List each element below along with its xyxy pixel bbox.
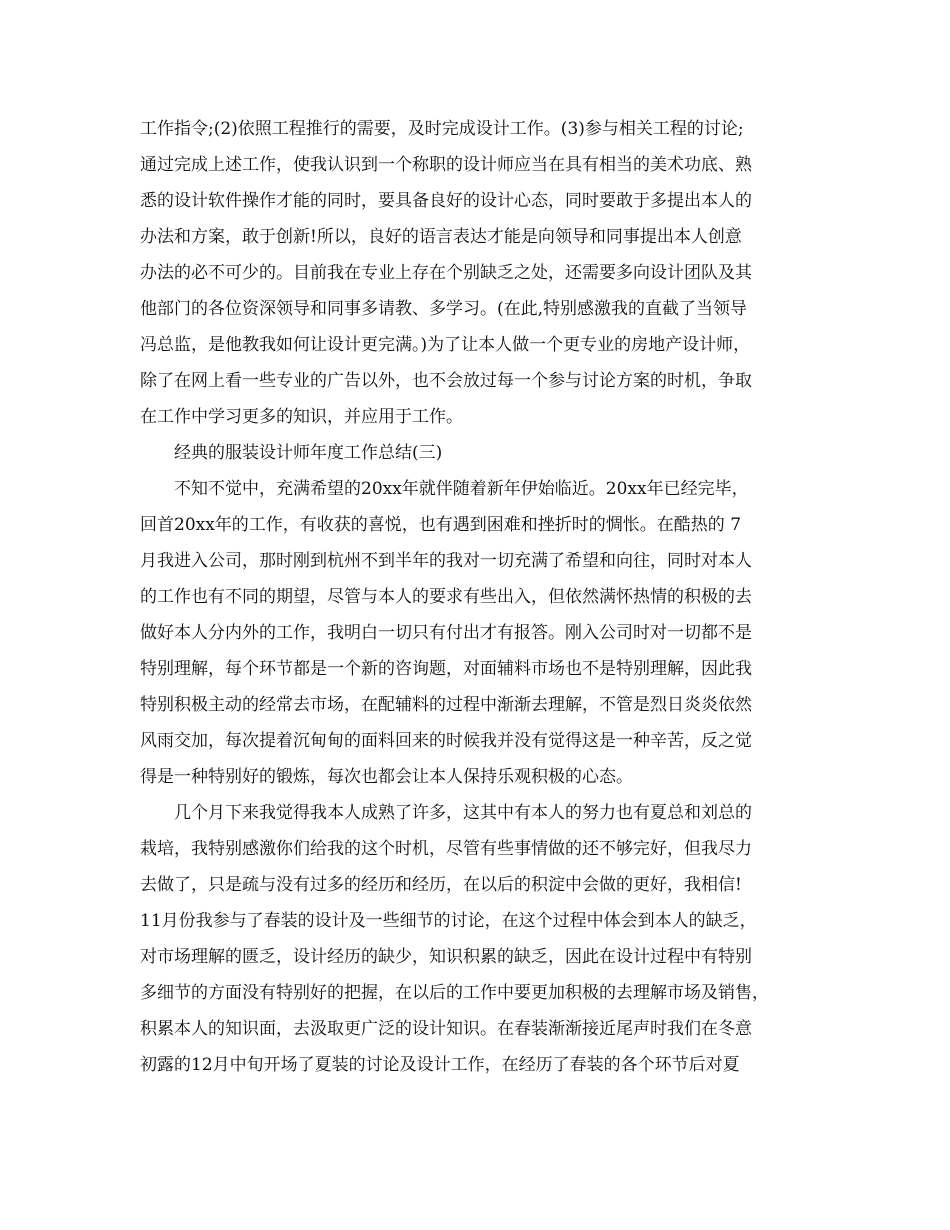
text-line: 积累本人的知识面，去汲取更广泛的设计知识。在春装渐渐接近尾声时我们在冬意 xyxy=(140,1019,752,1039)
text-line: 几个月下来我觉得我本人成熟了许多，这其中有本人的努力也有夏总和刘总的 xyxy=(174,803,752,823)
text-line: 的工作也有不同的期望，尽管与本人的要求有些出入，但依然满怀热情的积极的去 xyxy=(140,587,752,607)
text-line: 特别理解，每个环节都是一个新的咨询题，对面辅料市场也不是特别理解，因此我 xyxy=(140,659,752,679)
text-line: 去做了，只是疏与没有过多的经历和经历，在以后的积淀中会做的更好，我相信! xyxy=(140,875,742,895)
text-line: 冯总监，是他教我如何让设计更完满。)为了让本人做一个更专业的房地产设计师， xyxy=(140,335,751,355)
text-line: 他部门的各位资深领导和同事多请教、多学习。(在此,特别感激我的直截了当领导 xyxy=(140,299,748,319)
text-line: 月我进入公司，那时刚到杭州不到半年的我对一切充满了希望和向往，同时对本人 xyxy=(140,551,752,571)
text-line: 除了在网上看一些专业的广告以外，也不会放过每一个参与讨论方案的时机，争取 xyxy=(140,371,752,391)
text-line: 通过完成上述工作，使我认识到一个称职的设计师应当在具有相当的美术功底、熟 xyxy=(140,155,752,175)
text-line: 工作指令;(2)依照工程推行的需要，及时完成设计工作。(3)参与相关工程的讨论; xyxy=(140,119,744,139)
text-line: 在工作中学习更多的知识，并应用于工作。 xyxy=(140,407,463,427)
text-line: 办法和方案，敢于创新!所以，良好的语言表达才能是向领导和同事提出本人创意 xyxy=(140,227,742,247)
text-line: 悉的设计软件操作才能的同时，要具备良好的设计心态，同时要敢于多提出本人的 xyxy=(140,191,752,211)
text-line: 回首20xx年的工作，有收获的喜悦，也有遇到困难和挫折时的惆怅。在酷热的 7 xyxy=(140,515,742,535)
text-line: 做好本人分内外的工作，我明白一切只有付出才有报答。刚入公司时对一切都不是 xyxy=(140,623,752,643)
text-line: 栽培，我特别感激你们给我的这个时机，尽管有些事情做的还不够完好，但我尽力 xyxy=(140,839,752,859)
text-line: 特别积极主动的经常去市场，在配辅料的过程中渐渐去理解，不管是烈日炎炎依然 xyxy=(140,695,752,715)
text-line: 11月份我参与了春装的设计及一些细节的讨论，在这个过程中体会到本人的缺乏， xyxy=(140,911,757,931)
text-line: 得是一种特别好的锻炼，每次也都会让本人保持乐观积极的心态。 xyxy=(140,767,633,787)
text-line: 初露的12月中旬开场了夏装的讨论及设计工作，在经历了春装的各个环节后对夏 xyxy=(140,1055,740,1075)
text-line: 对市场理解的匮乏，设计经历的缺少，知识积累的缺乏，因此在设计过程中有特别 xyxy=(140,947,752,967)
text-line: 多细节的方面没有特别好的把握，在以后的工作中要更加积极的去理解市场及销售， xyxy=(140,983,769,1003)
text-line: 不知不觉中，充满希望的20xx年就伴随着新年伊始临近。20xx年已经完毕， xyxy=(174,479,749,499)
text-line: 办法的必不可少的。目前我在专业上存在个别缺乏之处，还需要多向设计团队及其 xyxy=(140,263,752,283)
section-heading: 经典的服装设计师年度工作总结(三) xyxy=(174,443,443,463)
text-line: 风雨交加，每次提着沉甸甸的面料回来的时候我并没有觉得这是一种辛苦，反之觉 xyxy=(140,731,752,751)
